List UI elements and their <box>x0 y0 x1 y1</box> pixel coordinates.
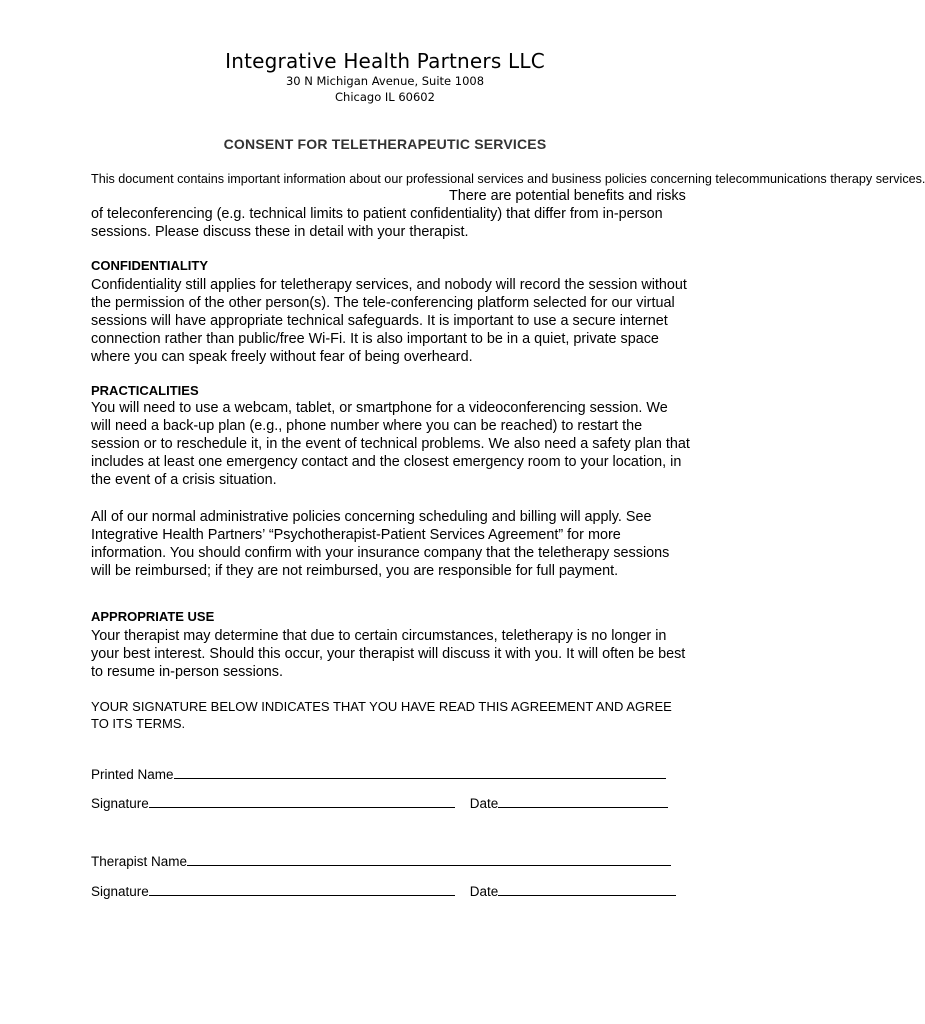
signature-acknowledgement: YOUR SIGNATURE BELOW INDICATES THAT YOU HAVE READ THIS AGREEMENT AND AGREE TO ITS TERMS. <box>91 699 672 731</box>
client-signature-field[interactable] <box>149 794 455 808</box>
therapist-date-field[interactable] <box>498 882 676 896</box>
organization-name: Integrative Health Partners LLC <box>225 49 545 73</box>
address-line-1: 30 N Michigan Avenue, Suite 1008 <box>285 74 485 88</box>
appropriate-use-heading: APPROPRIATE USE <box>91 609 215 624</box>
intro-paragraph-large <box>91 187 691 241</box>
therapist-name-label: Therapist Name <box>91 854 188 869</box>
therapist-date-label: Date <box>469 884 499 899</box>
client-date-field[interactable] <box>498 794 668 808</box>
client-signature-row <box>91 794 668 811</box>
client-date-label: Date <box>469 796 499 811</box>
printed-name-label: Printed Name <box>91 767 174 782</box>
therapist-signature-field[interactable] <box>149 882 455 896</box>
confidentiality-body: Confidentiality still applies for teletherapy services, and nobody will record the session without the permission of the other person(s). The tele-conferencing platform selected for our virtual sessions will have appropriate technical safeguards. It is important to use a secure internet connection rather than public/free Wi-Fi. It is also important to be in a quiet, private space where you can speak freely without fear of being overheard. <box>91 277 687 365</box>
therapist-name-field[interactable] <box>187 852 671 866</box>
intro-paragraph-small: This document contains important information about our professional services and business policies concerning telecommunications therapy services. <box>91 172 925 186</box>
administrative-policies-paragraph: All of our normal administrative policies concerning scheduling and billing will apply. See Integrative Health Partners’ “Psychotherapist-Patient Services Agreement” for more information. You should confirm with your insurance company that the teletherapy sessions will be reimbursed; if they are not reimbursed, you are responsible for full payment. <box>91 509 670 579</box>
therapist-name-row <box>91 852 671 869</box>
document-title: CONSENT FOR TELETHERAPEUTIC SERVICES <box>223 136 547 152</box>
practicalities-heading: PRACTICALITIES <box>91 383 199 398</box>
therapist-signature-row <box>91 882 676 899</box>
address-line-2: Chicago IL 60602 <box>335 90 435 104</box>
confidentiality-heading: CONFIDENTIALITY <box>91 258 208 273</box>
printed-name-field[interactable] <box>174 765 666 779</box>
client-signature-label: Signature <box>91 796 149 811</box>
therapist-signature-label: Signature <box>91 884 149 899</box>
printed-name-row <box>91 765 666 782</box>
appropriate-use-body: Your therapist may determine that due to certain circumstances, teletherapy is no longer in your best interest. Should this occur, your therapist will discuss it with you. It will often be best to resume in-person sessions. <box>91 628 686 680</box>
practicalities-body: You will need to use a webcam, tablet, or smartphone for a videoconferencing session. We will need a back-up plan (e.g., phone number where you can be reached) to restart the session or to reschedule it, in the event of technical problems. We also need a safety plan that includes at least one emergency contact and the closest emergency room to your location, in the event of a crisis situation. <box>91 400 690 488</box>
intro-large-text: There are potential benefits and risks of teleconferencing (e.g. technical limits to patient confidentiality) that differ from in-person sessions. Please discuss these in detail with your therapist. <box>91 188 686 240</box>
